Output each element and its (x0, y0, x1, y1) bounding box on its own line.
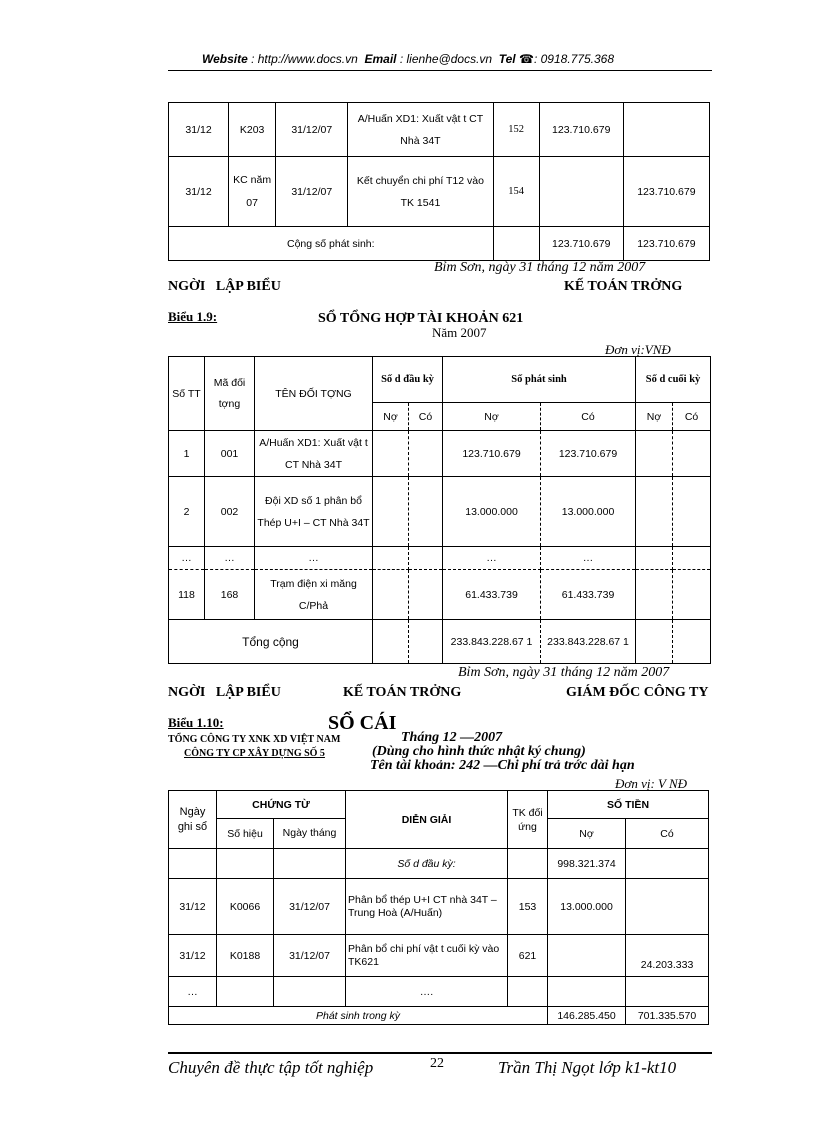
header-desc: DIỄN GIẢI (346, 791, 508, 849)
cell-voucher-no: K0066 (217, 879, 274, 935)
table-row (169, 879, 709, 935)
cell-empty (508, 849, 548, 879)
header-opening-no: Nợ (373, 403, 409, 431)
header-closing-co: Có (673, 403, 711, 431)
cell-code: 002 (205, 477, 255, 547)
total-debit: 146.285.450 (548, 1007, 626, 1025)
header-co: Có (626, 819, 709, 849)
total-row (169, 620, 711, 664)
cell-empty (636, 620, 673, 664)
bieu-1-9-year: Năm 2007 (432, 325, 487, 340)
email-label: Email (364, 52, 397, 66)
page-number: 22 (430, 1056, 444, 1071)
cell-debit: 123.710.679 (443, 431, 541, 477)
header-divider (168, 70, 712, 71)
company-line-1: TỔNG CÔNG TY XNK XD VIỆT NAM (168, 734, 341, 745)
cell-empty (373, 431, 409, 477)
bieu-1-9-unit: Đơn vị:VNĐ (605, 342, 671, 357)
bieu-1-9-label: Biểu 1.9: (168, 309, 218, 324)
cell-acct (508, 977, 548, 1007)
cell-date: 31/12 (169, 879, 217, 935)
header-opening: Số d đầu kỳ (373, 357, 443, 403)
cell-date: 31/12 (169, 935, 217, 977)
cell-empty (373, 547, 409, 570)
ledger-unit: Đơn vị: V NĐ (615, 776, 688, 791)
chief-accountant-label-2: KẾ TOÁN TRỞNG (343, 685, 462, 700)
cell-date: … (169, 977, 217, 1007)
cell-name: Đội XD số 1 phân bổ Thép U+I – CT Nhà 34T (255, 477, 373, 547)
cell-voucher-no: K0188 (217, 935, 274, 977)
cell-empty (673, 547, 711, 570)
total-debit: 123.710.679 (539, 227, 623, 261)
header-opening-co: Có (409, 403, 443, 431)
header-closing-no: Nợ (636, 403, 673, 431)
cell-voucher-date: 31/12/07 (274, 935, 346, 977)
cell-date: 31/12 (169, 157, 229, 227)
cell-debit: 123.710.679 (539, 103, 623, 157)
website-value: : http://www.docs.vn (251, 52, 358, 66)
cell-stt: … (169, 547, 205, 570)
cell-voucher-no (217, 977, 274, 1007)
header-row (169, 791, 709, 819)
cell-desc: …. (346, 977, 508, 1007)
cell-empty (373, 620, 409, 664)
total-row (169, 227, 710, 261)
ledger-form: (Dùng cho hình thức nhật ký chung) (372, 744, 586, 759)
header-voucher-date: Ngày tháng (274, 819, 346, 849)
cell-credit: 13.000.000 (541, 477, 636, 547)
cell-credit (623, 103, 709, 157)
cell-empty (636, 547, 673, 570)
signature-date-1: Bỉm Sơn, ngày 31 tháng 12 năm 2007 (434, 260, 646, 275)
header-date: Ngày ghi sổ (169, 791, 217, 849)
header-arising: Số phát sinh (443, 357, 636, 403)
page-header (0, 52, 816, 66)
total-acct (493, 227, 539, 261)
cell-credit (626, 977, 709, 1007)
cell-empty (217, 849, 274, 879)
header-arising-co: Có (541, 403, 636, 431)
table-row (169, 103, 710, 157)
cell-credit: … (541, 547, 636, 570)
table-row (169, 157, 710, 227)
cell-debit: 13.000.000 (548, 879, 626, 935)
cell-credit: 24.203.333 (626, 935, 709, 977)
director-label: GIÁM ĐỐC CÔNG TY (566, 685, 709, 700)
cell-empty (636, 570, 673, 620)
opening-debit: 998.321.374 (548, 849, 626, 879)
table-row (169, 547, 711, 570)
cell-empty (373, 570, 409, 620)
total-debit: 233.843.228.67 1 (443, 620, 541, 664)
cell-desc: A/Huấn XD1: Xuất vật t CT Nhà 34T (348, 103, 493, 157)
cell-empty (673, 570, 711, 620)
cell-desc: Phân bổ chi phí vật t cuối kỳ vào TK621 (346, 935, 508, 977)
cell-name: … (255, 547, 373, 570)
cell-doc-date: 31/12/07 (276, 103, 348, 157)
cell-stt: 1 (169, 431, 205, 477)
footer-left: Chuyên đề thực tập tốt nghiệp (168, 1058, 374, 1077)
cell-name: A/Huấn XD1: Xuất vật t CT Nhà 34T (255, 431, 373, 477)
cell-empty (673, 477, 711, 547)
total-label: Tổng cộng (169, 620, 373, 664)
total-row (169, 1007, 709, 1025)
cell-stt: 118 (169, 570, 205, 620)
header-no: Nợ (548, 819, 626, 849)
total-credit: 233.843.228.67 1 (541, 620, 636, 664)
preparer-label-2: NGỜI LẬP BIỂU (168, 685, 281, 700)
cell-stt: 2 (169, 477, 205, 547)
ledger-continuation-table (168, 102, 710, 261)
header-code: Mã đối tợng (205, 357, 255, 431)
tel-label: Tel (498, 52, 516, 66)
ledger-month: Tháng 12 —2007 (401, 730, 503, 745)
cell-acct: 153 (508, 879, 548, 935)
cell-empty (274, 849, 346, 879)
general-ledger-table (168, 790, 709, 1025)
cell-empty (409, 547, 443, 570)
header-acct: TK đối ứng (508, 791, 548, 849)
table-row (169, 477, 711, 547)
cell-credit: 123.710.679 (623, 157, 709, 227)
cell-code: 168 (205, 570, 255, 620)
header-stt: Số TT (169, 357, 205, 431)
header-name: TÊN ĐỐI TỢNG (255, 357, 373, 431)
cell-empty (409, 570, 443, 620)
cell-debit: … (443, 547, 541, 570)
email-value: : lienhe@docs.vn (399, 52, 493, 66)
header-closing: Số d cuối kỳ (636, 357, 711, 403)
phone-icon: ☎ (519, 52, 534, 66)
cell-doc-no: K203 (229, 103, 276, 157)
cell-desc: Phân bổ thép U+I CT nhà 34T – Trung Hoà (A/Huấn) (346, 879, 508, 935)
cell-code: 001 (205, 431, 255, 477)
signature-date-2: Bỉm Sơn, ngày 31 tháng 12 năm 2007 (458, 665, 670, 680)
cell-debit: 13.000.000 (443, 477, 541, 547)
cell-voucher-date (274, 977, 346, 1007)
cell-credit (626, 879, 709, 935)
cell-date: 31/12 (169, 103, 229, 157)
cell-acct: 154 (493, 157, 539, 227)
cell-acct: 152 (493, 103, 539, 157)
table-row (169, 570, 711, 620)
cell-debit (539, 157, 623, 227)
cell-credit: 61.433.739 (541, 570, 636, 620)
summary-621-table (168, 356, 711, 664)
cell-empty (636, 477, 673, 547)
cell-credit: 123.710.679 (541, 431, 636, 477)
preparer-label-1: NGỜI LẬP BIỂU (168, 279, 281, 294)
header-voucher: CHỨNG TỪ (217, 791, 346, 819)
header-amount: SỐ TIỀN (548, 791, 709, 819)
cell-doc-no: KC năm 07 (229, 157, 276, 227)
ledger-account: Tên tài khoản: 242 —Chi phí trả trớc dài hạn (370, 758, 635, 773)
cell-name: Trạm điện xi măng C/Phả (255, 570, 373, 620)
cell-debit: 61.433.739 (443, 570, 541, 620)
cell-empty (673, 620, 711, 664)
tel-value: : 0918.775.368 (533, 52, 615, 66)
header-arising-no: Nợ (443, 403, 541, 431)
opening-row (169, 849, 709, 879)
cell-acct: 621 (508, 935, 548, 977)
company-line-2: CÔNG TY CP XÂY DỰNG SỐ 5 (184, 748, 325, 759)
ledger-title: SỔ CÁI (328, 712, 397, 734)
cell-empty (409, 431, 443, 477)
cell-empty (636, 431, 673, 477)
footer-right: Trần Thị Ngọt lớp k1-kt10 (498, 1058, 677, 1077)
table-row (169, 431, 711, 477)
total-label: Cộng số phát sinh: (169, 227, 494, 261)
table-row (169, 977, 709, 1007)
chief-accountant-label-1: KẾ TOÁN TRỞNG (564, 279, 683, 294)
cell-debit (548, 977, 626, 1007)
cell-empty (673, 431, 711, 477)
website-label: Website (201, 52, 248, 66)
opening-label: Số d đầu kỳ: (346, 849, 508, 879)
cell-empty (409, 477, 443, 547)
cell-desc: Kết chuyển chi phí T12 vào TK 1541 (348, 157, 493, 227)
total-credit: 123.710.679 (623, 227, 709, 261)
cell-empty (373, 477, 409, 547)
cell-empty (169, 849, 217, 879)
cell-voucher-date: 31/12/07 (274, 879, 346, 935)
cell-debit (548, 935, 626, 977)
bieu-1-10-label: Biểu 1.10: (168, 715, 224, 730)
header-row (169, 357, 711, 403)
cell-empty (409, 620, 443, 664)
cell-doc-date: 31/12/07 (276, 157, 348, 227)
cell-code: … (205, 547, 255, 570)
total-credit: 701.335.570 (626, 1007, 709, 1025)
header-voucher-no: Số hiệu (217, 819, 274, 849)
footer-divider (168, 1052, 712, 1054)
cell-empty (626, 849, 709, 879)
table-row (169, 935, 709, 977)
bieu-1-9-title: SỔ TỔNG HỢP TÀI KHOẢN 621 (318, 311, 524, 326)
total-label: Phát sinh trong kỳ (169, 1007, 548, 1025)
